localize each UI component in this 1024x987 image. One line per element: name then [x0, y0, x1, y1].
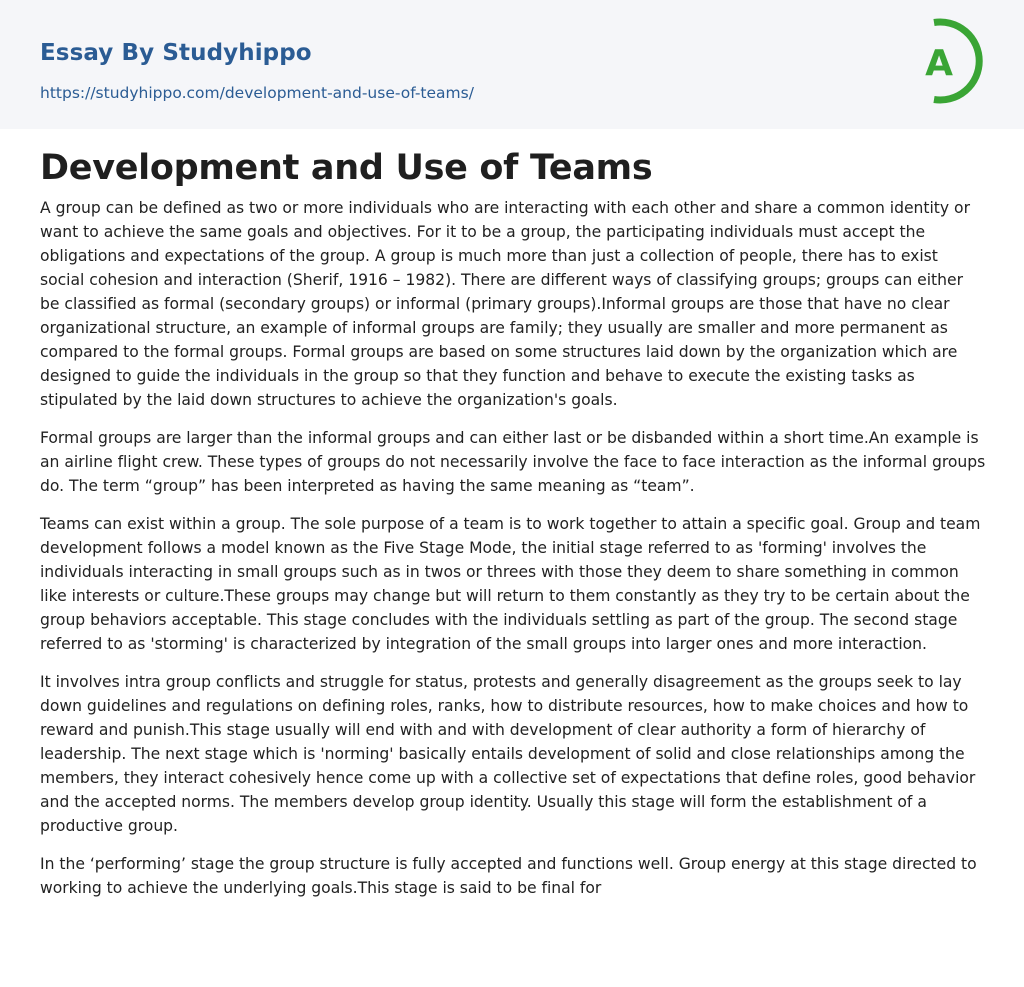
site-brand-title: Essay By Studyhippo [40, 40, 312, 66]
essay-paragraph: Formal groups are larger than the informal groups and can either last or be disbanded within a short time.An example is an airline flight crew. These types of groups do not necessarily involve the face to face interaction as the informal groups do. The term “group” has been interpreted as having the same meaning as “team”. [40, 429, 986, 495]
essay-content [40, 146, 986, 900]
essay-paragraph: Teams can exist within a group. The sole purpose of a team is to work together to attain a specific goal. Group and team development follows a model known as the Five Stage Mode, the initial stage referred to as 'forming' involves the individuals interacting in small groups such as in twos or threes with those they deem to share something in common like interests or culture.These groups may change but will return to them constantly as they try to be certain about the group behaviors acceptable. This stage concludes with the individuals settling as part of the group. The second stage referred to as 'storming' is characterized by integration of the small groups into larger ones and more interaction. [40, 515, 981, 653]
logo-letter: A [925, 43, 953, 84]
essay-url-link[interactable]: https://studyhippo.com/development-and-use-of-teams/ [40, 84, 474, 102]
page-title: Development and Use of Teams [40, 148, 653, 188]
essay-paragraph: It involves intra group conflicts and struggle for status, protests and generally disagreement as the groups seek to lay down guidelines and regulations on defining roles, ranks, how to distribute resources, how to make choices and how to reward and punish.This stage usually will end with and with development of clear authority a form of hierarchy of leadership. The next stage which is 'norming' basically entails development of solid and close relationships among the members, they interact cohesively hence come up with a collective set of expectations that define roles, good behavior and the accepted norms. The members develop group identity. Usually this stage will form the establishment of a productive group. [40, 673, 976, 835]
site-header [0, 0, 1024, 129]
studyhippo-logo-icon [910, 18, 988, 106]
essay-paragraph: In the ‘performing’ stage the group structure is fully accepted and functions well. Group energy at this stage directed to working to achieve the underlying goals.This stage is said to be final for [40, 855, 977, 897]
essay-paragraph: A group can be defined as two or more individuals who are interacting with each other and share a common identity or want to achieve the same goals and objectives. For it to be a group, the participating individuals must accept the obligations and expectations of the group. A group is much more than just a collection of people, there has to exist social cohesion and interaction (Sherif, 1916 – 1982). There are different ways of classifying groups; groups can either be classified as formal (secondary groups) or informal (primary groups).Informal groups are those that have no clear organizational structure, an example of informal groups are family; they usually are smaller and more permanent as compared to the formal groups. Formal groups are based on some structures laid down by the organization which are designed to guide the individuals in the group so that they function and behave to execute the existing tasks as stipulated by the laid down structures to achieve the organization's goals. [40, 199, 970, 409]
